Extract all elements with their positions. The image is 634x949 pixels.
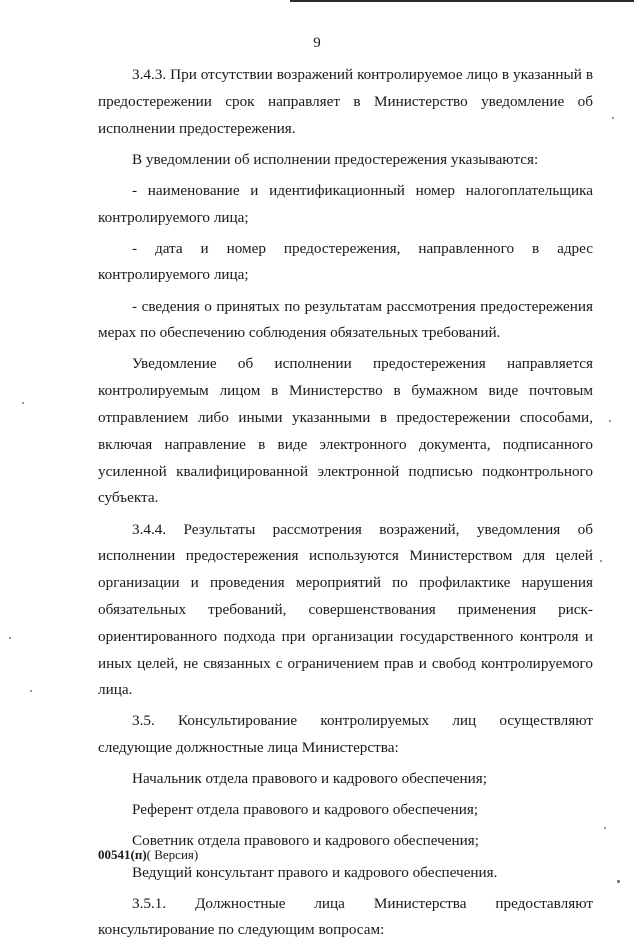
list-item-official-referent: Референт отдела правового и кадрового обеспечения; [132,801,479,819]
list-item-date-number: - дата и номер предостережения, направленного в адрес контролируемого лица; [98,239,593,284]
document-body [98,62,593,949]
top-rule [290,0,634,2]
footer-doc-code: 00541(п) [98,847,147,862]
scan-speck [22,402,24,404]
paragraph-3-4-4: 3.4.4. Результаты рассмотрения возражений, уведомления об исполнении предостережения используются Министерством для целей организации и проведения мероприятий по профилактике нарушения обязательных требований, совершенствования применения риск-ориентированного подхода при организации государственного контроля и иных целей, не связанных с ограничением прав и свобод контролируемого лица. [98,520,593,699]
list-item-measures: - сведения о принятых по результатам рассмотрения предостережения мерах по обеспечению соблюдения обязательных требований. [98,297,593,342]
paragraph-notice-delivery: Уведомление об исполнении предостережения направляется контролируемым лицом в Министерство в бумажном виде почтовым отправлением либо иными указанными в предостережении способами, включая направление в виде электронного документа, подписанного усиленной квалифицированной электронной подписью подконтрольного субъекта. [98,355,593,507]
footer [98,847,198,863]
paragraph-3-4-3: 3.4.3. При отсутствии возражений контролируемое лицо в указанный в предостережении срок направляет в Министерство уведомление об исполнении предостережения. [98,66,593,137]
page-number: 9 [313,35,321,51]
scan-speck [609,420,611,422]
list-item-official-advisor: Советник отдела правового и кадрового обеспечения; [132,832,479,850]
scan-speck [30,690,32,692]
list-item-name-inn: - наименование и идентификационный номер налогоплательщика контролируемого лица; [98,181,593,226]
paragraph-notice-contents: В уведомлении об исполнении предостережения указываются: [132,150,539,168]
paragraph-3-5-1: 3.5.1. Должностные лица Министерства предоставляют консультирование по следующим вопросам: [98,894,593,939]
scan-speck [600,560,602,562]
list-item-official-head: Начальник отдела правового и кадрового обеспечения; [132,770,487,788]
footer-version: ( Версия) [146,847,199,862]
scan-speck [617,880,620,883]
paragraph-3-5: 3.5. Консультирование контролируемых лиц осуществляют следующие должностные лица Министерства: [98,712,593,757]
scan-speck [604,827,606,829]
scan-speck [9,637,11,639]
scan-speck [612,117,614,119]
list-item-official-consultant: Ведущий консультант правого и кадрового обеспечения. [132,863,498,881]
